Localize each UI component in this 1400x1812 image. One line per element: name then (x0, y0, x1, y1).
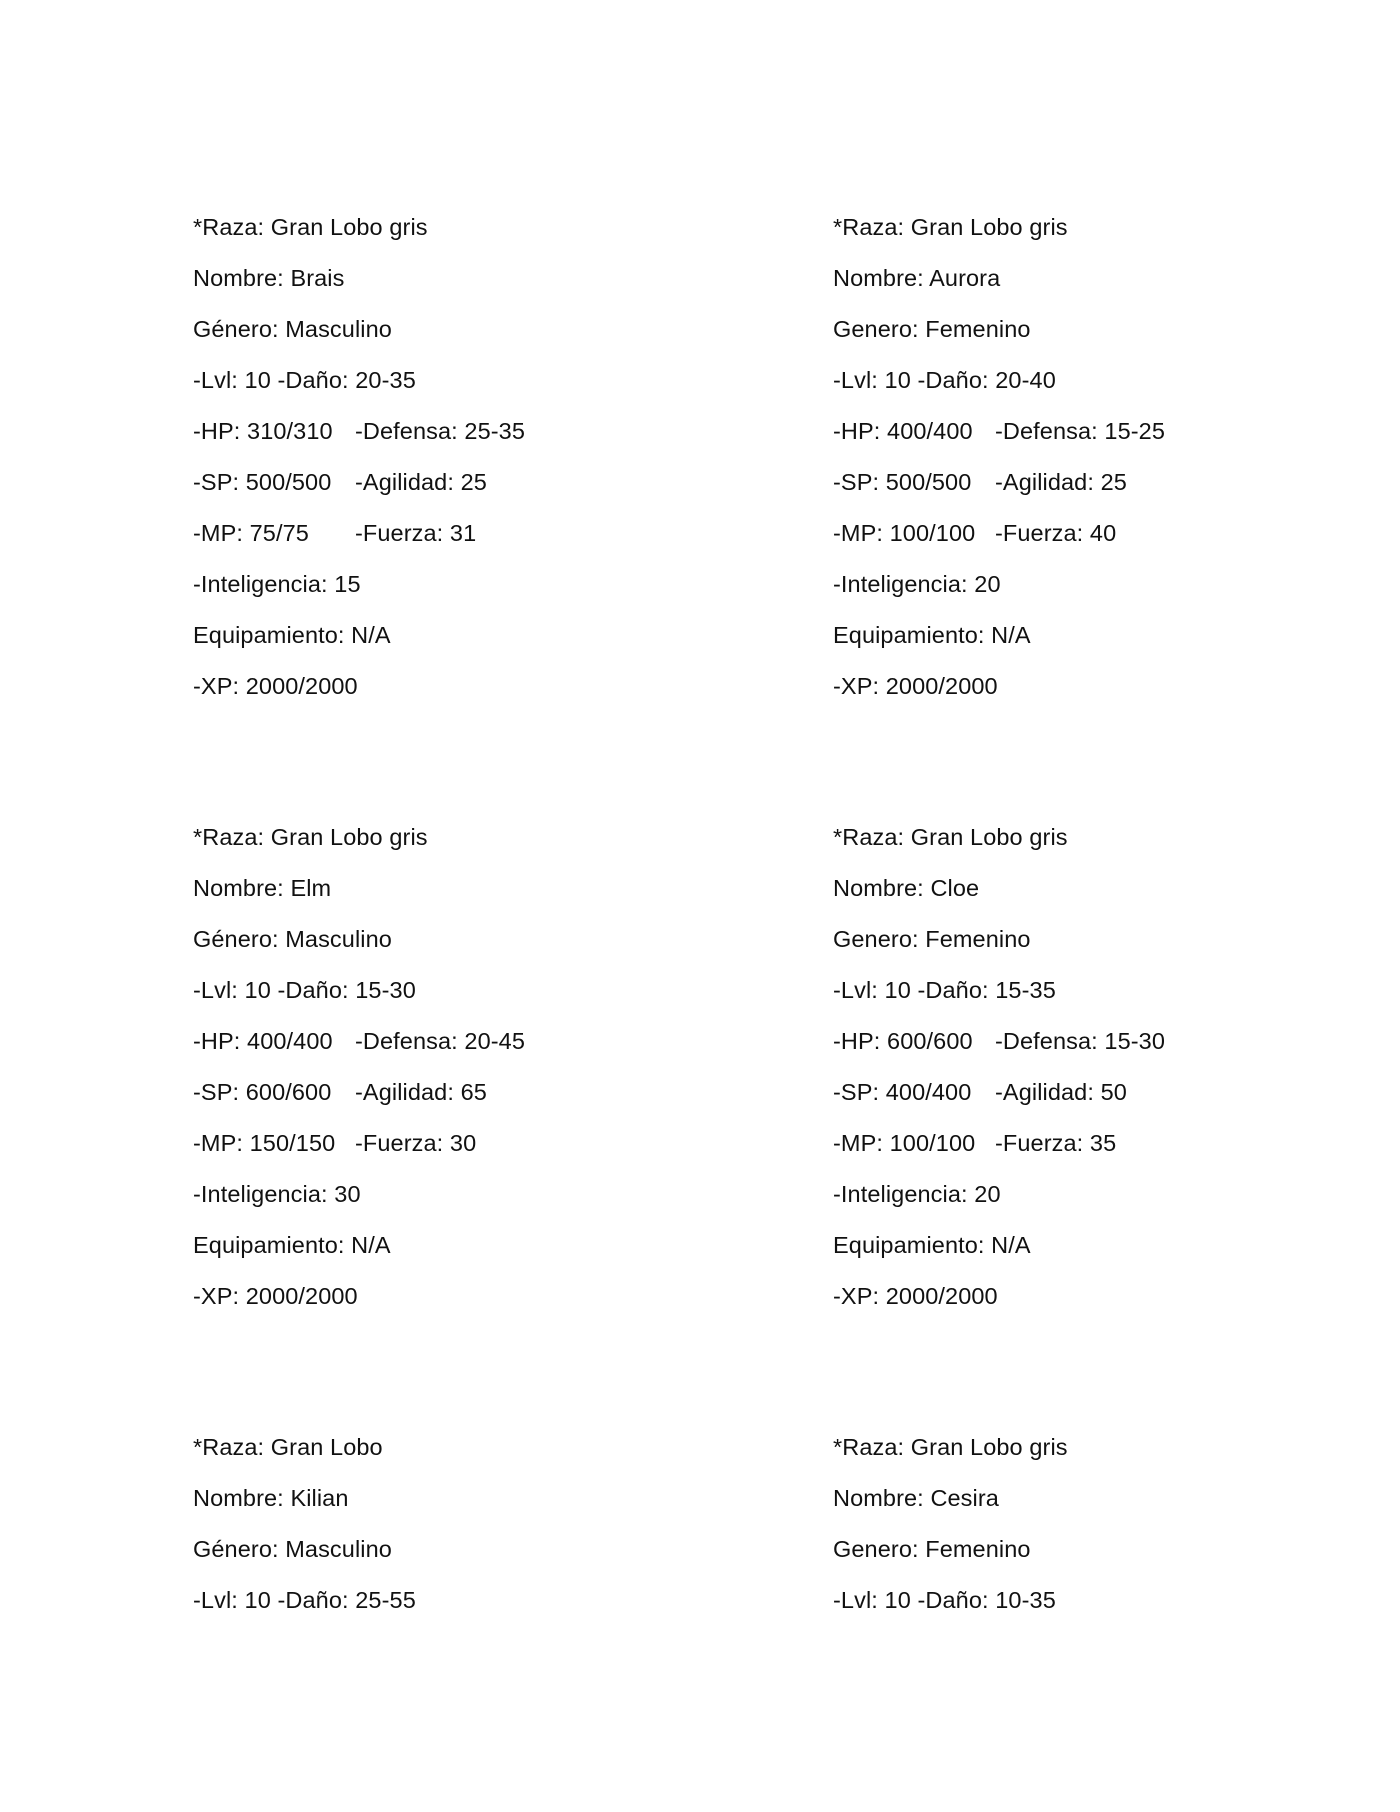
hp-defensa-line (833, 406, 1393, 457)
defensa-value: -Defensa: 20-45 (355, 1028, 526, 1054)
mp-value: -MP: 100/100 (833, 1130, 976, 1156)
inteligencia-line: -Inteligencia: 15 (193, 571, 361, 597)
fuerza-value: -Fuerza: 40 (995, 520, 1117, 546)
genero-line: Género: Masculino (193, 316, 392, 342)
sp-value: -SP: 400/400 (833, 1079, 972, 1105)
character-card-cesira (833, 1422, 1393, 1626)
inteligencia-line: -Inteligencia: 30 (193, 1181, 361, 1207)
lvl-dano-line: -Lvl: 10 -Daño: 25-55 (193, 1587, 416, 1613)
sp-value: -SP: 500/500 (193, 469, 332, 495)
raza-line: *Raza: Gran Lobo gris (193, 824, 428, 850)
mp-fuerza-line (193, 1118, 753, 1169)
sp-agilidad-line (193, 457, 753, 508)
raza-line: *Raza: Gran Lobo gris (193, 214, 428, 240)
genero-line: Género: Masculino (193, 926, 392, 952)
nombre-line: Nombre: Elm (193, 875, 332, 901)
mp-value: -MP: 100/100 (833, 520, 976, 546)
hp-defensa-line (833, 1016, 1393, 1067)
mp-value: -MP: 150/150 (193, 1130, 336, 1156)
xp-line: -XP: 2000/2000 (833, 1283, 998, 1309)
hp-value: -HP: 310/310 (193, 418, 333, 444)
inteligencia-line: -Inteligencia: 20 (833, 571, 1001, 597)
defensa-value: -Defensa: 15-25 (995, 418, 1166, 444)
character-card-brais (193, 202, 753, 712)
equipamiento-line: Equipamiento: N/A (193, 1232, 391, 1258)
genero-line: Genero: Femenino (833, 316, 1031, 342)
xp-line: -XP: 2000/2000 (193, 1283, 358, 1309)
raza-line: *Raza: Gran Lobo gris (833, 214, 1068, 240)
fuerza-value: -Fuerza: 31 (355, 520, 477, 546)
nombre-line: Nombre: Cesira (833, 1485, 999, 1511)
sp-agilidad-line (833, 1067, 1393, 1118)
genero-line: Género: Masculino (193, 1536, 392, 1562)
raza-line: *Raza: Gran Lobo gris (833, 1434, 1068, 1460)
nombre-line: Nombre: Brais (193, 265, 345, 291)
fuerza-value: -Fuerza: 30 (355, 1130, 477, 1156)
lvl-dano-line: -Lvl: 10 -Daño: 15-35 (833, 977, 1056, 1003)
agilidad-value: -Agilidad: 25 (355, 469, 487, 495)
defensa-value: -Defensa: 15-30 (995, 1028, 1166, 1054)
mp-value: -MP: 75/75 (193, 520, 309, 546)
raza-line: *Raza: Gran Lobo (193, 1434, 383, 1460)
fuerza-value: -Fuerza: 35 (995, 1130, 1117, 1156)
mp-fuerza-line (193, 508, 753, 559)
nombre-line: Nombre: Cloe (833, 875, 980, 901)
hp-defensa-line (193, 1016, 753, 1067)
character-card-aurora (833, 202, 1393, 712)
agilidad-value: -Agilidad: 50 (995, 1079, 1127, 1105)
agilidad-value: -Agilidad: 25 (995, 469, 1127, 495)
character-card-cloe (833, 812, 1393, 1322)
hp-value: -HP: 400/400 (833, 418, 973, 444)
nombre-line: Nombre: Kilian (193, 1485, 349, 1511)
raza-line: *Raza: Gran Lobo gris (833, 824, 1068, 850)
sp-agilidad-line (833, 457, 1393, 508)
xp-line: -XP: 2000/2000 (833, 673, 998, 699)
lvl-dano-line: -Lvl: 10 -Daño: 20-40 (833, 367, 1056, 393)
equipamiento-line: Equipamiento: N/A (833, 1232, 1031, 1258)
equipamiento-line: Equipamiento: N/A (193, 622, 391, 648)
lvl-dano-line: -Lvl: 10 -Daño: 15-30 (193, 977, 416, 1003)
lvl-dano-line: -Lvl: 10 -Daño: 20-35 (193, 367, 416, 393)
genero-line: Genero: Femenino (833, 1536, 1031, 1562)
genero-line: Genero: Femenino (833, 926, 1031, 952)
nombre-line: Nombre: Aurora (833, 265, 1001, 291)
hp-value: -HP: 400/400 (193, 1028, 333, 1054)
xp-line: -XP: 2000/2000 (193, 673, 358, 699)
mp-fuerza-line (833, 508, 1393, 559)
lvl-dano-line: -Lvl: 10 -Daño: 10-35 (833, 1587, 1056, 1613)
hp-defensa-line (193, 406, 753, 457)
hp-value: -HP: 600/600 (833, 1028, 973, 1054)
agilidad-value: -Agilidad: 65 (355, 1079, 487, 1105)
character-card-kilian (193, 1422, 753, 1626)
sp-value: -SP: 600/600 (193, 1079, 332, 1105)
equipamiento-line: Equipamiento: N/A (833, 622, 1031, 648)
sp-value: -SP: 500/500 (833, 469, 972, 495)
sp-agilidad-line (193, 1067, 753, 1118)
inteligencia-line: -Inteligencia: 20 (833, 1181, 1001, 1207)
defensa-value: -Defensa: 25-35 (355, 418, 526, 444)
character-card-elm (193, 812, 753, 1322)
mp-fuerza-line (833, 1118, 1393, 1169)
